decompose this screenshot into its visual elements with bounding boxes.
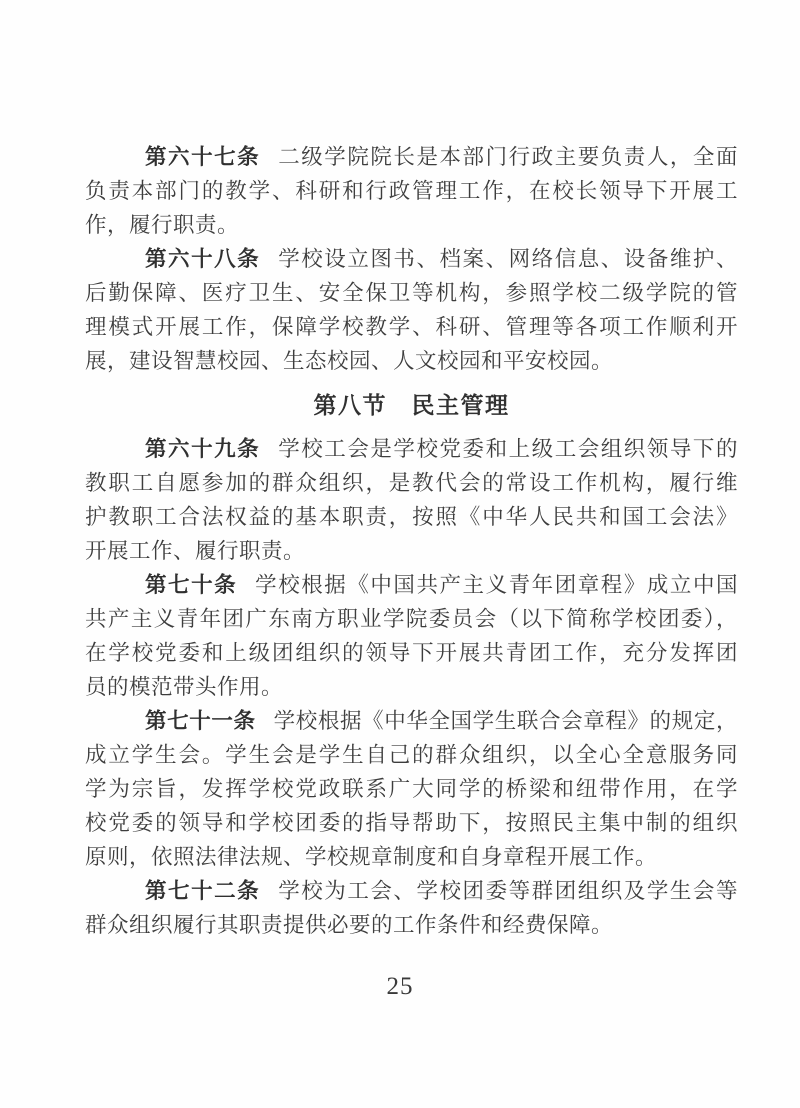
page-number: 25 xyxy=(386,973,414,1000)
text-line: 展，建设智慧校园、生态校园、人文校园和平安校园。 xyxy=(85,349,614,373)
text-line xyxy=(85,432,738,466)
text-line: 在学校党委和上级团组织的领导下开展共青团工作，充分发挥团 xyxy=(85,641,738,665)
article-69 xyxy=(85,432,738,568)
page-body xyxy=(85,140,738,942)
article-70-text: 学校根据《中国共产主义青年团章程》成立中国 xyxy=(255,573,738,597)
section-heading: 第八节 民主管理 xyxy=(313,392,510,418)
text-line: 教职工自愿参加的群众组织，是教代会的常设工作机构，履行维 xyxy=(85,471,738,495)
article-71 xyxy=(85,704,738,874)
text-line: 负责本部门的教学、科研和行政管理工作，在校长领导下开展工 xyxy=(85,179,738,203)
article-72-number: 第七十二条 xyxy=(145,879,261,903)
text-line xyxy=(85,140,738,174)
text-line: 理模式开展工作，保障学校教学、科研、管理等各项工作顺利开 xyxy=(85,315,738,339)
text-line: 开展工作、履行职责。 xyxy=(85,539,306,563)
article-67 xyxy=(85,140,738,242)
text-line xyxy=(85,874,738,908)
article-68-number: 第六十八条 xyxy=(145,247,261,271)
text-line xyxy=(85,704,738,738)
article-70 xyxy=(85,568,738,704)
article-67-number: 第六十七条 xyxy=(145,145,261,169)
article-68-text: 学校设立图书、档案、网络信息、设备维护、 xyxy=(278,247,738,271)
text-line: 作，履行职责。 xyxy=(85,213,240,237)
article-71-text: 学校根据《中华全国学生联合会章程》的规定， xyxy=(273,709,738,733)
article-71-number: 第七十一条 xyxy=(145,709,256,733)
text-line: 共产主义青年团广东南方职业学院委员会（以下简称学校团委）， xyxy=(85,607,738,631)
text-line: 群众组织履行其职责提供必要的工作条件和经费保障。 xyxy=(85,913,614,937)
text-line xyxy=(85,242,738,276)
text-line: 护教职工合法权益的基本职责，按照《中华人民共和国工会法》 xyxy=(85,505,738,529)
text-line xyxy=(85,568,738,602)
article-68 xyxy=(85,242,738,378)
article-67-text: 二级学院院长是本部门行政主要负责人，全面 xyxy=(278,145,738,169)
text-line: 员的模范带头作用。 xyxy=(85,675,284,699)
text-line: 后勤保障、医疗卫生、安全保卫等机构，参照学校二级学院的管 xyxy=(85,281,738,305)
text-line: 成立学生会。学生会是学生自己的群众组织，以全心全意服务同 xyxy=(85,743,738,767)
text-line: 原则，依照法律法规、学校规章制度和自身章程开展工作。 xyxy=(85,845,658,869)
article-69-text: 学校工会是学校党委和上级工会组织领导下的 xyxy=(278,437,738,461)
article-72-text: 学校为工会、学校团委等群团组织及学生会等 xyxy=(278,879,738,903)
article-72 xyxy=(85,874,738,942)
article-70-number: 第七十条 xyxy=(145,573,238,597)
article-69-number: 第六十九条 xyxy=(145,437,261,461)
text-line: 学为宗旨，发挥学校党政联系广大同学的桥梁和纽带作用，在学 xyxy=(85,777,738,801)
text-line: 校党委的领导和学校团委的指导帮助下，按照民主集中制的组织 xyxy=(85,811,738,835)
